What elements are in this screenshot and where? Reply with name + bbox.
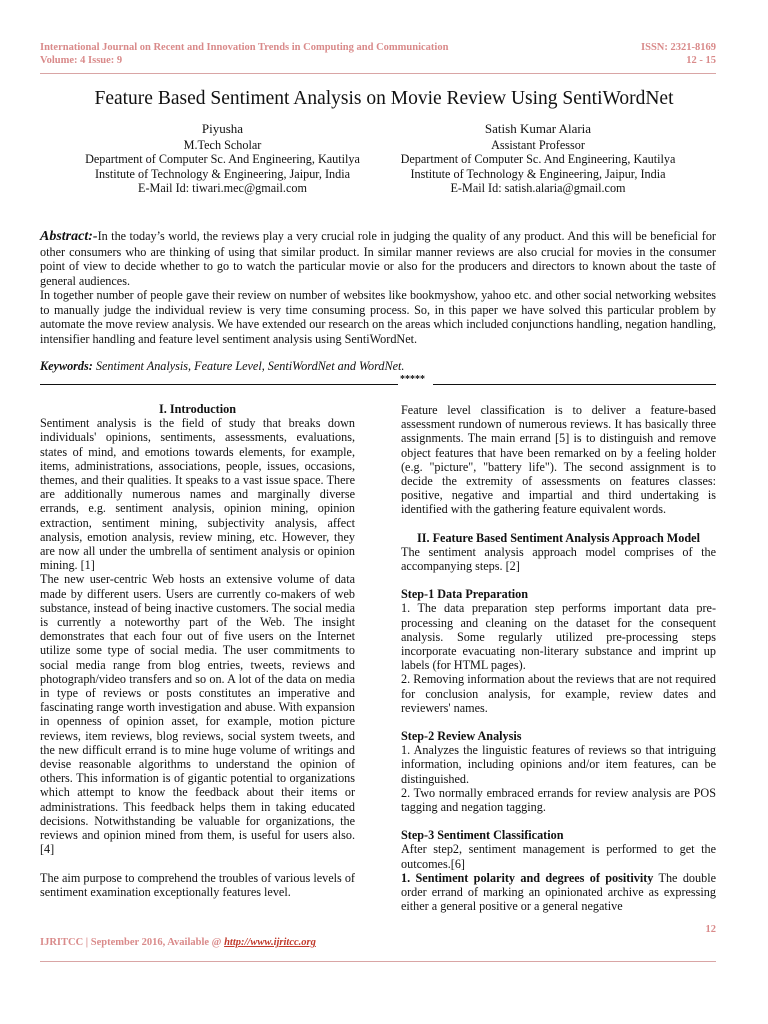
approach-paragraph: The sentiment analysis approach model comprises of the accompanying steps. [2] (401, 544, 716, 574)
footer-text: IJRITCC | September 2016, Available @ (40, 937, 225, 948)
author-name: Satish Kumar Alaria (484, 121, 592, 136)
step-1-item-1: 1. The data preparation step performs important data pre-processing and cleaning on the dataset for the consequent analysis. Some regularly utilized pre-processing steps incorporate evacuating non-literary substance and imprint up labels (for HTML pages). (401, 601, 716, 673)
author-role: Assistant Professor (491, 137, 585, 152)
footer (40, 937, 316, 948)
abstract (40, 229, 716, 346)
right-column (401, 403, 716, 914)
step-3-item-2-lead: 1. Sentiment polarity and degrees of positivity (401, 870, 654, 885)
step-2-item-1: 1. Analyzes the linguistic features of reviews so that intriguing information, including opinions and/or item features, can be distinguished. (401, 743, 716, 786)
separator-line-right (433, 384, 716, 385)
header-divider (40, 73, 716, 74)
issn: ISSN: 2321-8169 (641, 42, 716, 53)
author-email: E-Mail Id: tiwari.mec@gmail.com (138, 181, 307, 195)
left-column (40, 402, 355, 899)
keywords-label: Keywords: (40, 359, 93, 373)
section-separator (40, 375, 716, 389)
journal-name: International Journal on Recent and Innovation Trends in Computing and Communication (40, 42, 449, 53)
section-heading-introduction: I. Introduction (159, 402, 236, 416)
page-range: 12 - 15 (686, 54, 716, 66)
intro-paragraph-1: Sentiment analysis is the field of study that breaks down individuals' opinions, sentiments, assessments, evaluations, states of mind, and emotions towards elements, for example, items, administrations, associations, people, issues, occasions, themes, and their qualities. It speaks to a vast issue space. There are additionally numerous names and marginally diverse errands, e.g. sentiment analysis, opinion mining, opinion extraction, sentiment mining, subjectivity analysis, affect analysis, emotion analysis, review mining, etc. However, they are now all under the umbrella of sentiment analysis or opinion mining. [1] (40, 416, 355, 573)
section-heading-approach-model: II. Feature Based Sentiment Analysis Approach Model (417, 530, 700, 545)
feature-level-paragraph: Feature level classification is to deliver a feature-based assessment rundown of numerous reviews. It has basically three assignments. The main errand [5] is to distinguish and remove object features that have been remarked on by a feeling holder (e.g. "picture", "battery life"). The second assignment is to decide the extremity of assessments on features classes: positive, negative and impartial and third undertaking is identified with the gathering feature equivalent words. (401, 403, 716, 517)
abstract-label: Abstract:- (40, 229, 98, 244)
intro-paragraph-3: The aim purpose to comprehend the troubles of various levels of sentiment examination exceptionally features level. (40, 870, 355, 899)
author-block-1 (70, 122, 375, 196)
author-dept: Department of Computer Sc. And Engineering, Kautilya (400, 152, 676, 166)
separator-line-left (40, 384, 398, 385)
author-email: E-Mail Id: satish.alaria@gmail.com (450, 181, 626, 195)
step-3-heading: Step-3 Sentiment Classification (401, 828, 564, 843)
keywords-text: Sentiment Analysis, Feature Level, SentiWordNet and WordNet. (95, 359, 405, 373)
separator-stars: ***** (400, 374, 425, 385)
paper-title: Feature Based Sentiment Analysis on Movie Review Using SentiWordNet (94, 88, 674, 109)
volume-issue: Volume: 4 Issue: 9 (40, 54, 123, 66)
step-3-item-2 (401, 871, 716, 914)
footer-link[interactable]: http://www.ijritcc.org (224, 937, 316, 948)
abstract-paragraph-2: In together number of people gave their review on number of websites like bookmyshow, yahoo etc. and other social networking websites to manually judge the individual review is very time consuming process. So, in this paper we have solved this particular problem by automate the move review analysis. We have extended our research on the areas which included conjunctions handling, negation handling, intensifier handling and feature level sentiment analysis using SentiWordNet. (40, 288, 716, 346)
author-name: Piyusha (201, 121, 244, 136)
step-2-item-2: 2. Two normally embraced errands for review analysis are POS tagging and negation tagging. (401, 785, 716, 815)
step-2-heading: Step-2 Review Analysis (401, 729, 522, 744)
step-1-heading: Step-1 Data Preparation (401, 587, 529, 602)
keywords (40, 359, 404, 374)
author-block-2 (383, 122, 693, 196)
page-number: 12 (705, 924, 716, 935)
author-inst: Institute of Technology & Engineering, Jaipur, India (410, 166, 666, 181)
author-role: M.Tech Scholar (183, 137, 262, 152)
step-1-item-2: 2. Removing information about the reviews that are not required for conclusion analysis, for example, review dates and reviewers' names. (401, 672, 716, 715)
footer-divider (40, 961, 716, 962)
abstract-paragraph-1: In the today’s world, the reviews play a very crucial role in judging the quality of any product. And this will be beneficial for other consumers who are thinking of using that similar product. In similar manner reviews are also crucial for movies in the consumer point of view to decide whether to go to watch the particular movie or also for the producers and directors to known about the taste of general audiences. (40, 229, 716, 288)
intro-paragraph-2: The new user-centric Web hosts an extensive volume of data made by different users. Users are currently co-makers of web substance, instead of being inactive customers. The social media is currently a noteworthy part of the Web. The insight demonstrates that each four out of five users on the Internet utilize some type of social media. The user commitments to social media range from blog entries, tweets, reviews and photograph/video transfers and so on. A lot of the data on media in type of reviews or posts constitutes an imperative and fascinating range worth investigation and abuse. With expansion in openness of opinion asset, for example, motion picture reviews, item reviews, blog reviews, social system tweets, and the new difficult errand is to mine huge volume of writings and devise reasonable algorithms to understand the opinion of others. This information is of gigantic potential to organizations which attempt to know the feedback about their items or administrations. This feedback helps them in taking educated decisions. Notwithstanding be valuable for organizations, the reviews and opinion mined from them, is useful for users also. [4] (40, 572, 355, 857)
author-inst: Institute of Technology & Engineering, Jaipur, India (95, 166, 350, 181)
step-3-item-2-text: The double order errand of marking an opinionated archive as expressing either a general positive or a general negative (401, 870, 716, 914)
step-3-item-1: After step2, sentiment management is performed to get the outcomes.[6] (401, 842, 716, 871)
author-dept: Department of Computer Sc. And Engineering, Kautilya (85, 152, 360, 166)
